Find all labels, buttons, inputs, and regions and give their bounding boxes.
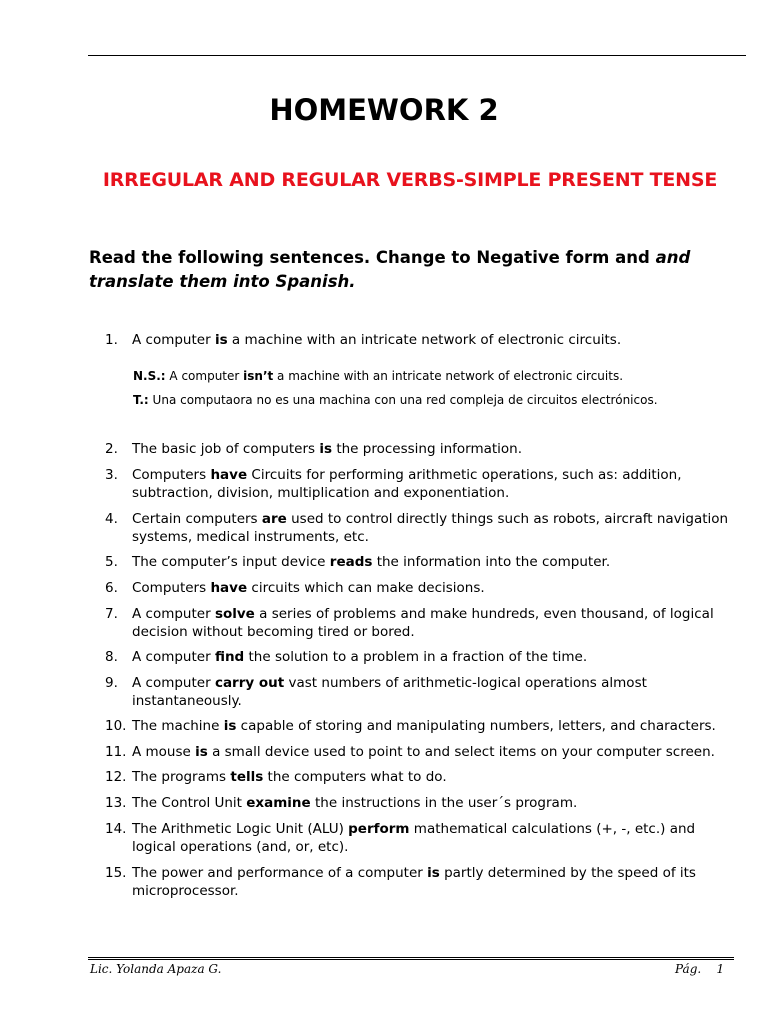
item-verb: is (195, 744, 208, 760)
item-text: A computer is a machine with an intricate network of electronic circuits. (132, 332, 622, 348)
example-translation: T.: Una computaora no es una machina con una red compleja de circuitos electrónicos. (133, 393, 658, 407)
footer-page-number: Pág. 1 (675, 962, 725, 976)
item-verb: find (214, 649, 245, 665)
item-verb: perform (348, 821, 410, 837)
item-text: The computer’s input device reads the information into the computer. (132, 554, 611, 570)
item-verb: reads (329, 554, 373, 570)
item-number: 3. (105, 467, 118, 483)
item-number: 5. (105, 554, 118, 570)
item-verb: tells (230, 769, 264, 785)
item-text: The power and performance of a computer is partly determined by the speed of its microprocessor. (132, 865, 696, 899)
item-number: 15. (105, 865, 127, 881)
item-text: A computer carry out vast numbers of arithmetic-logical operations almost instantaneously. (132, 675, 647, 709)
item-verb: is (319, 441, 333, 457)
item-number: 13. (105, 795, 127, 811)
item-text: The Control Unit examine the instructions in the user´s program. (132, 795, 578, 811)
item-text: Certain computers are used to control directly things such as robots, aircraft navigation systems, medical instruments, etc. (132, 511, 729, 545)
item-verb: carry out (214, 675, 285, 691)
item-number: 12. (105, 769, 127, 785)
item-number: 8. (105, 649, 118, 665)
item-number: 9. (105, 675, 118, 691)
instruction-part-1: Read the following sentences. Change to Negative form and (89, 248, 656, 267)
item-verb: is (223, 718, 237, 734)
top-divider (88, 55, 746, 56)
footer-divider (88, 959, 734, 960)
item-number: 7. (105, 606, 118, 622)
page-subtitle: IRREGULAR AND REGULAR VERBS-SIMPLE PRESENT TENSE (102, 169, 718, 191)
item-verb: is (427, 865, 440, 881)
page-title: HOMEWORK 2 (269, 93, 499, 127)
item-number: 2. (105, 441, 118, 457)
item-verb: examine (246, 795, 311, 811)
item-text: Computers have circuits which can make decisions. (132, 580, 485, 596)
item-number: 1. (105, 332, 118, 348)
item-number: 4. (105, 511, 118, 527)
item-verb: have (210, 580, 248, 596)
item-text: The Arithmetic Logic Unit (ALU) perform mathematical calculations (+, -, etc.) and logical operations (and, or, etc). (132, 821, 696, 855)
item-verb: solve (214, 606, 255, 622)
example-negative-sentence: N.S.: A computer isn’t a machine with an intricate network of electronic circuits. (133, 369, 624, 383)
item-verb: have (210, 467, 248, 483)
instruction-part-2: and translate them into Spanish. (89, 248, 691, 291)
item-number: 11. (105, 744, 127, 760)
item-verb: is (214, 332, 228, 348)
item-number: 6. (105, 580, 118, 596)
item-text: A mouse is a small device used to point to and select items on your computer screen. (132, 744, 715, 760)
item-number: 10. (105, 718, 127, 734)
footer-divider (88, 957, 734, 958)
item-number: 14. (105, 821, 127, 837)
item-text: The programs tells the computers what to do. (132, 769, 447, 785)
item-text: Computers have Circuits for performing arithmetic operations, such as: addition, subtraction, division, multiplication and exponentiation. (132, 467, 682, 501)
item-text: A computer solve a series of problems and make hundreds, even thousand, of logical decision without becoming tired or bored. (132, 606, 714, 640)
item-text: The machine is capable of storing and manipulating numbers, letters, and characters. (132, 718, 716, 734)
footer-author: Lic. Yolanda Apaza G. (90, 962, 222, 976)
item-verb: are (261, 511, 287, 527)
item-text: A computer find the solution to a problem in a fraction of the time. (132, 649, 588, 665)
item-text: The basic job of computers is the processing information. (132, 441, 523, 457)
instructions (89, 246, 739, 294)
